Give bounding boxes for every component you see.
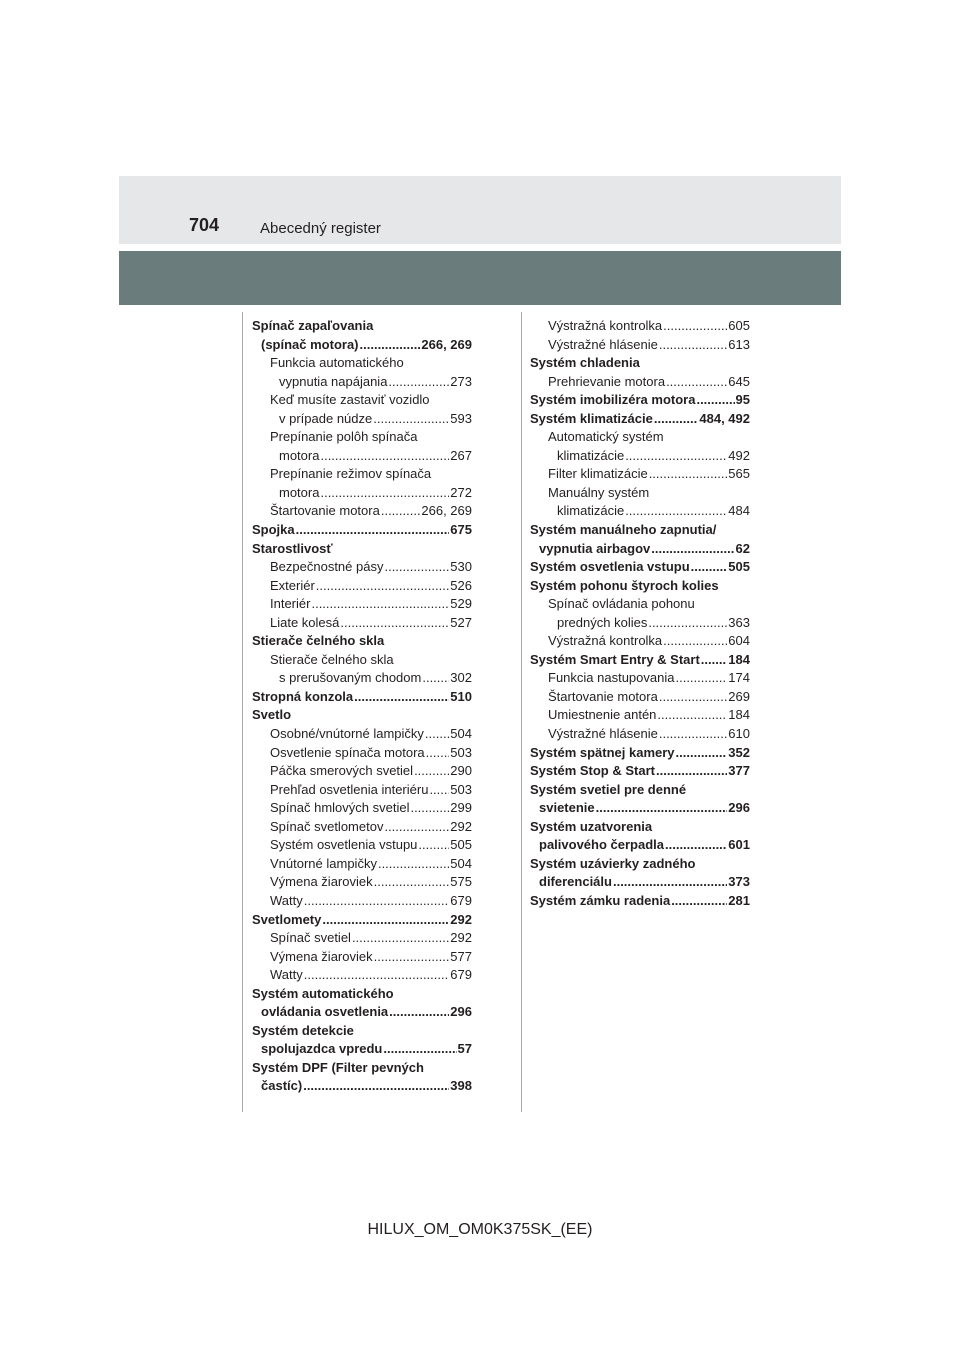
index-entry-term: Systém pohonu štyroch kolies: [530, 577, 719, 593]
index-entry-page: 377: [728, 763, 750, 779]
index-entry-term: vypnutia airbagov: [539, 540, 651, 556]
dot-leader: [322, 911, 449, 930]
index-entry-term: Systém spätnej kamery: [530, 744, 675, 760]
index-entry-term: Systém automatického: [252, 985, 394, 1001]
dot-leader: [388, 373, 449, 392]
index-entry-page: 184: [728, 707, 750, 723]
index-entry: [530, 781, 750, 800]
index-entry: [252, 391, 472, 410]
index-entry-term: Systém imobilizéra motora: [530, 392, 696, 408]
dot-leader: [425, 725, 449, 744]
index-entry-page: 565: [728, 466, 750, 482]
dot-leader: [656, 762, 727, 781]
dot-leader: [651, 540, 734, 559]
index-entry: [530, 632, 750, 651]
dot-leader: [671, 892, 727, 911]
index-entry-term: Watty: [270, 892, 303, 908]
dot-leader: [316, 577, 450, 596]
index-entry-page: 296: [450, 1004, 472, 1020]
dot-leader: [378, 855, 449, 874]
index-entry-term: Systém klimatizácie: [530, 410, 653, 426]
index-entry-page: 679: [450, 892, 472, 908]
index-entry: [530, 447, 750, 466]
index-entry-term: Systém uzávierky zadného: [530, 855, 696, 871]
index-entry: [252, 558, 472, 577]
index-entry-term: Vnútorné lampičky: [270, 855, 377, 871]
index-entry: [252, 799, 472, 818]
left-column-rule: [242, 312, 243, 1112]
index-entry: [530, 706, 750, 725]
index-entry: [530, 762, 750, 781]
section-band: [119, 251, 841, 305]
index-entry-term: Výstražné hlásenie: [548, 726, 658, 742]
index-entry: [252, 948, 472, 967]
index-entry-page: 174: [728, 670, 750, 686]
index-entry: [530, 818, 750, 837]
index-entry: [252, 1040, 472, 1059]
dot-leader: [676, 744, 728, 763]
index-entry-page: 290: [450, 763, 472, 779]
index-entry-term: Výstražná kontrolka: [548, 318, 663, 333]
index-entry: [530, 336, 750, 355]
index-entry-term: Keď musíte zastaviť vozidlo: [270, 392, 430, 408]
index-entry-term: Svetlo: [252, 707, 292, 723]
index-entry-page: 675: [450, 522, 472, 538]
index-entry-page: 57: [457, 1041, 472, 1057]
dot-leader: [311, 595, 449, 614]
index-entry-page: 398: [450, 1078, 472, 1094]
index-entry: [530, 558, 750, 577]
index-entry-term: spolujazdca vpredu: [261, 1041, 383, 1057]
index-entry-term: Exteriér: [270, 577, 315, 593]
index-entry-term: Systém svetiel pre denné: [530, 781, 687, 797]
dot-leader: [696, 391, 734, 410]
index-column-right: [530, 317, 750, 911]
index-entry-page: 292: [450, 930, 472, 946]
index-entry-page: 484: [728, 503, 750, 519]
index-entry-term: vypnutia napájania: [279, 373, 388, 389]
right-column-rule: [521, 312, 522, 1112]
index-column-left: [252, 317, 472, 1096]
index-entry: [252, 465, 472, 484]
index-entry-term: Stropná konzola: [252, 688, 354, 704]
index-entry: [252, 688, 472, 707]
dot-leader: [426, 744, 450, 763]
dot-leader: [625, 502, 727, 521]
index-entry: [530, 354, 750, 373]
index-entry-page: 62: [735, 540, 750, 556]
index-entry-term: Svetlomety: [252, 911, 322, 927]
index-entry-term: Páčka smerových svetiel: [270, 763, 414, 779]
dot-leader: [320, 484, 449, 503]
index-entry: [530, 651, 750, 670]
index-entry: [252, 706, 472, 725]
index-entry-term: Výmena žiaroviek: [270, 874, 373, 890]
index-entry: [530, 725, 750, 744]
index-entry-term: Prehrievanie motora: [548, 373, 666, 389]
dot-leader: [613, 873, 727, 892]
index-entry-page: 272: [450, 484, 472, 500]
index-entry-term: Systém osvetlenia vstupu: [270, 837, 418, 853]
index-entry-term: (spínač motora): [261, 336, 359, 352]
index-entry-term: Systém manuálneho zapnutia/: [530, 522, 717, 538]
index-entry-page: 529: [450, 596, 472, 612]
dot-leader: [381, 502, 421, 521]
index-entry: [530, 521, 750, 540]
dot-leader: [418, 836, 449, 855]
index-entry-term: Funkcia nastupovania: [548, 670, 675, 686]
index-entry: [252, 669, 472, 688]
index-entry-page: 352: [728, 744, 750, 760]
dot-leader: [296, 521, 450, 540]
dot-leader: [360, 336, 421, 355]
dot-leader: [665, 836, 727, 855]
index-entry-term: Stierače čelného skla: [252, 633, 385, 649]
index-entry-term: Starostlivosť: [252, 540, 333, 556]
index-entry-term: Spínač svetiel: [270, 930, 351, 946]
index-entry: [252, 744, 472, 763]
dot-leader: [340, 614, 449, 633]
dot-leader: [352, 929, 449, 948]
dot-leader: [320, 447, 449, 466]
index-entry: [530, 577, 750, 596]
index-entry-term: Spínač svetlometov: [270, 818, 384, 834]
index-entry-page: 679: [450, 967, 472, 983]
index-entry-term: Systém osvetlenia vstupu: [530, 559, 690, 575]
dot-leader: [373, 410, 449, 429]
dot-leader: [649, 465, 728, 484]
index-entry: [252, 410, 472, 429]
index-entry: [252, 614, 472, 633]
dot-leader: [414, 762, 449, 781]
index-entry-page: 605: [728, 318, 750, 333]
index-entry-page: 95: [735, 392, 750, 408]
index-entry: [530, 410, 750, 429]
index-entry-page: 504: [450, 726, 472, 742]
index-entry: [530, 373, 750, 392]
index-entry: [252, 966, 472, 985]
index-entry: [530, 614, 750, 633]
dot-leader: [596, 799, 728, 818]
dot-leader: [374, 873, 450, 892]
index-entry-page: 296: [728, 800, 750, 816]
index-entry-page: 613: [728, 336, 750, 352]
index-entry-term: Systém detekcie: [252, 1022, 354, 1038]
dot-leader: [657, 706, 727, 725]
index-entry: [252, 836, 472, 855]
index-entry: [530, 873, 750, 892]
index-entry: [252, 855, 472, 874]
index-entry-term: Systém uzatvorenia: [530, 818, 653, 834]
index-entry: [252, 781, 472, 800]
index-entry-page: 610: [728, 726, 750, 742]
index-entry-page: 281: [728, 892, 750, 908]
index-entry-page: 269: [728, 688, 750, 704]
index-entry-page: 492: [728, 447, 750, 463]
index-entry-term: Systém Stop & Start: [530, 763, 655, 779]
index-entry-term: Systém DPF (Filter pevných: [252, 1059, 424, 1075]
index-entry: [252, 762, 472, 781]
index-entry-term: ovládania osvetlenia: [261, 1004, 389, 1020]
index-entry: [252, 1077, 472, 1096]
index-entry: [530, 799, 750, 818]
index-entry: [252, 1003, 472, 1022]
index-entry-page: 526: [450, 577, 472, 593]
index-entry: [252, 502, 472, 521]
index-entry: [530, 892, 750, 911]
index-entry-page: 302: [450, 670, 472, 686]
index-entry: [530, 502, 750, 521]
dot-leader: [659, 688, 727, 707]
index-entry: [530, 540, 750, 559]
index-entry-page: 273: [450, 373, 472, 389]
index-entry-term: Stierače čelného skla: [270, 651, 394, 667]
index-entry-term: Systém chladenia: [530, 355, 640, 371]
index-entry-term: svietenie: [539, 800, 595, 816]
dot-leader: [659, 336, 727, 355]
index-entry-page: 601: [728, 837, 750, 853]
index-entry: [252, 540, 472, 559]
index-entry-page: 505: [450, 837, 472, 853]
index-entry: [530, 484, 750, 503]
index-entry-page: 505: [728, 559, 750, 575]
index-entry-page: 503: [450, 744, 472, 760]
index-entry: [252, 929, 472, 948]
dot-leader: [422, 669, 449, 688]
document-code: HILUX_OM_OM0K375SK_(EE): [367, 1221, 593, 1238]
index-entry-term: motora: [279, 447, 320, 463]
dot-leader: [663, 632, 727, 651]
index-entry-term: Manuálny systém: [548, 484, 650, 500]
index-entry: [252, 354, 472, 373]
index-entry: [252, 595, 472, 614]
index-entry: [530, 317, 750, 336]
index-entry: [252, 1022, 472, 1041]
index-entry-term: Spínač ovládania pohonu: [548, 596, 695, 612]
index-entry: [530, 669, 750, 688]
index-entry-term: Bezpečnostné pásy: [270, 559, 384, 575]
index-entry-term: Výstražná kontrolka: [548, 633, 663, 649]
dot-leader: [701, 651, 728, 670]
index-entry-term: motora: [279, 484, 320, 500]
index-entry-term: Prepínanie režimov spínača: [270, 466, 432, 482]
dot-leader: [374, 948, 450, 967]
index-entry-term: Spínač hmlových svetiel: [270, 800, 410, 816]
index-entry-page: 373: [728, 874, 750, 890]
dot-leader: [410, 799, 449, 818]
index-entry-term: Systém Smart Entry & Start: [530, 651, 700, 667]
index-entry: [252, 873, 472, 892]
index-entry-term: s prerušovaným chodom: [279, 670, 422, 686]
index-entry-term: Interiér: [270, 596, 311, 612]
index-entry-page: 292: [450, 911, 472, 927]
index-entry-term: Automatický systém: [548, 429, 664, 445]
index-entry-term: diferenciálu: [539, 874, 612, 890]
index-entry-page: 577: [450, 948, 472, 964]
index-entry: [252, 911, 472, 930]
dot-leader: [648, 614, 727, 633]
index-entry: [252, 725, 472, 744]
index-entry-page: 510: [450, 688, 472, 704]
index-entry: [530, 428, 750, 447]
index-entry: [530, 465, 750, 484]
index-entry: [252, 484, 472, 503]
dot-leader: [625, 447, 727, 466]
index-entry: [252, 447, 472, 466]
index-entry: [252, 985, 472, 1004]
index-entry-term: Funkcia automatického: [270, 355, 404, 371]
index-entry: [530, 855, 750, 874]
index-entry: [252, 1059, 472, 1078]
index-entry: [252, 892, 472, 911]
dot-leader: [303, 1077, 449, 1096]
index-entry-page: 299: [450, 800, 472, 816]
index-entry-page: 527: [450, 614, 472, 630]
index-entry-page: 292: [450, 818, 472, 834]
dot-leader: [663, 317, 727, 336]
index-entry-term: Liate kolesá: [270, 614, 340, 630]
index-entry-page: 266, 269: [421, 503, 472, 519]
dot-leader: [691, 558, 728, 577]
index-entry-term: Umiestnenie antén: [548, 707, 657, 723]
dot-leader: [675, 669, 727, 688]
index-entry: [530, 391, 750, 410]
index-entry-page: 593: [450, 410, 472, 426]
dot-leader: [429, 781, 449, 800]
index-entry-page: 363: [728, 614, 750, 630]
index-entry-page: 645: [728, 373, 750, 389]
index-entry-term: Prepínanie polôh spínača: [270, 429, 418, 445]
dot-leader: [354, 688, 449, 707]
index-entry-term: v prípade núdze: [279, 410, 373, 426]
index-entry-term: Watty: [270, 967, 303, 983]
index-entry: [252, 521, 472, 540]
index-entry-term: častíc): [261, 1078, 303, 1094]
dot-leader: [666, 373, 727, 392]
index-entry-term: klimatizácie: [557, 447, 625, 463]
index-entry: [252, 428, 472, 447]
index-entry: [252, 818, 472, 837]
index-entry-term: Výmena žiaroviek: [270, 948, 373, 964]
index-entry-page: 266, 269: [421, 336, 472, 352]
dot-leader: [659, 725, 727, 744]
index-entry-page: 503: [450, 781, 472, 797]
index-entry: [252, 336, 472, 355]
index-entry-page: 604: [728, 633, 750, 649]
dot-leader: [304, 966, 450, 985]
index-entry-page: 530: [450, 559, 472, 575]
dot-leader: [383, 1040, 456, 1059]
index-entry: [252, 651, 472, 670]
index-entry-term: palivového čerpadla: [539, 837, 664, 853]
page-number: 704: [189, 215, 220, 235]
dot-leader: [304, 892, 450, 911]
index-entry-term: Výstražné hlásenie: [548, 336, 658, 352]
index-entry-term: Spínač zapaľovania: [252, 318, 374, 333]
header-band: [119, 176, 841, 244]
index-entry: [252, 632, 472, 651]
section-title: Abecedný register: [260, 220, 381, 237]
index-entry: [530, 836, 750, 855]
index-entry-term: Osvetlenie spínača motora: [270, 744, 425, 760]
index-entry-term: predných kolies: [557, 614, 648, 630]
index-entry-page: 504: [450, 855, 472, 871]
index-entry-term: Osobné/vnútorné lampičky: [270, 726, 424, 742]
index-entry-page: 184: [728, 651, 750, 667]
index-entry: [530, 744, 750, 763]
index-entry: [530, 688, 750, 707]
index-entry-page: 267: [450, 447, 472, 463]
dot-leader: [384, 818, 449, 837]
index-entry-term: Filter klimatizácie: [548, 466, 648, 482]
index-entry: [252, 317, 472, 336]
index-entry-term: Systém zámku radenia: [530, 892, 671, 908]
index-entry-term: Štartovanie motora: [548, 688, 658, 704]
index-entry-term: Prehľad osvetlenia interiéru: [270, 781, 429, 797]
index-entry-page: 484, 492: [699, 410, 750, 426]
dot-leader: [654, 410, 699, 429]
index-entry: [530, 595, 750, 614]
index-entry: [252, 577, 472, 596]
dot-leader: [384, 558, 449, 577]
dot-leader: [389, 1003, 449, 1022]
index-entry-page: 575: [450, 874, 472, 890]
index-entry: [252, 373, 472, 392]
index-entry-term: Spojka: [252, 522, 295, 538]
index-entry-term: klimatizácie: [557, 503, 625, 519]
index-entry-term: Štartovanie motora: [270, 503, 380, 519]
